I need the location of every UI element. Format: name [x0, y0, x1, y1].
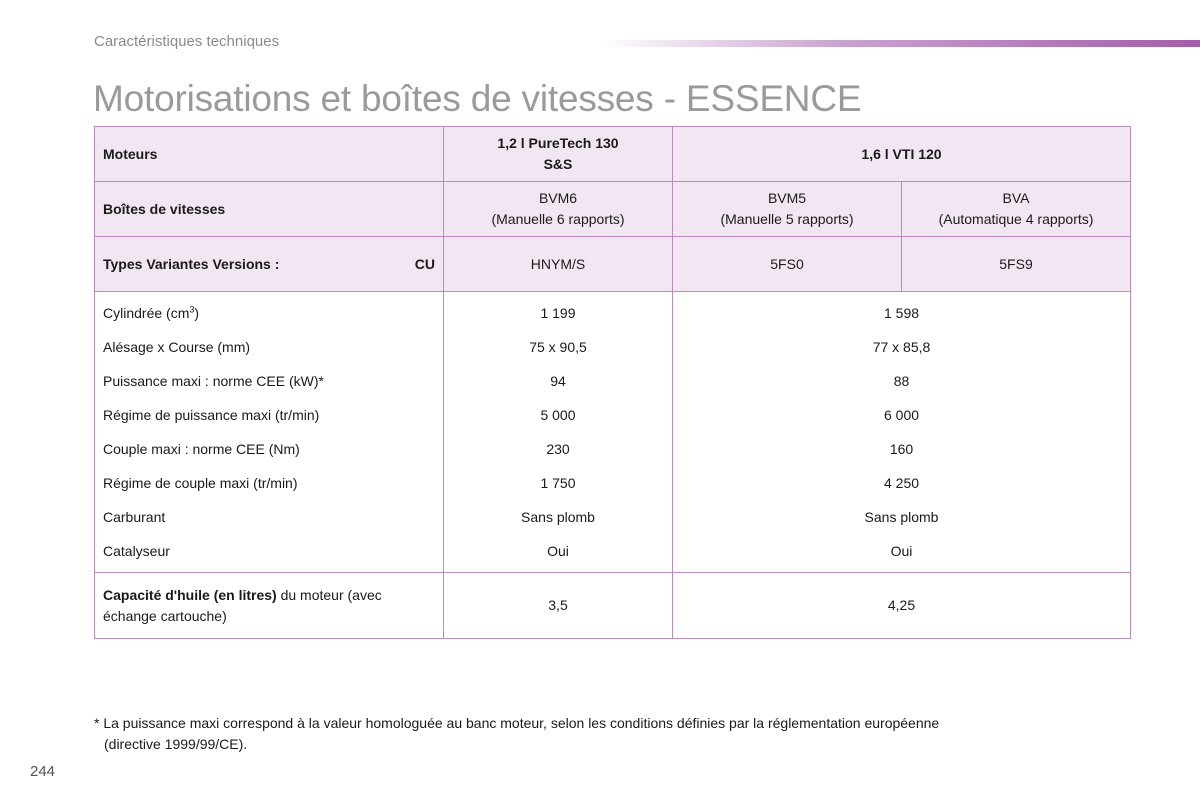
engine-1-variant: S&S	[543, 156, 573, 172]
types-row	[95, 237, 1131, 292]
table-row-displacement	[95, 292, 1131, 331]
type-1: HNYM/S	[444, 237, 673, 292]
oil-capacity-value-2: 4,25	[673, 573, 1131, 639]
row-value-2: 88	[673, 364, 1131, 398]
footnote-line-1: * La puissance maxi correspond à la valeur homologuée au banc moteur, selon les conditions définies par la réglementation européenne	[94, 715, 940, 731]
row-value-1: Sans plomb	[444, 500, 673, 534]
row-label: Couple maxi : norme CEE (Nm)	[95, 432, 444, 466]
row-value-2: 4 250	[673, 466, 1131, 500]
page-title: Motorisations et boîtes de vitesses - ESSENCE	[93, 78, 862, 119]
gearbox-3-code: BVA	[1002, 190, 1030, 206]
row-value-2: 160	[673, 432, 1131, 466]
row-label: Puissance maxi : norme CEE (kW)*	[95, 364, 444, 398]
running-head: Caractéristiques techniques	[94, 33, 280, 50]
displacement-value-2: 1 598	[673, 292, 1131, 331]
type-2: 5FS0	[673, 237, 902, 292]
row-label: Régime de puissance maxi (tr/min)	[95, 398, 444, 432]
row-label: Catalyseur	[95, 534, 444, 573]
table-row-oil-capacity	[95, 573, 1131, 639]
row-value-1: 230	[444, 432, 673, 466]
displacement-value-1: 1 199	[444, 292, 673, 331]
table-row	[95, 500, 1131, 534]
row-value-1: Oui	[444, 534, 673, 573]
oil-capacity-value-1: 3,5	[444, 573, 673, 639]
table-row	[95, 398, 1131, 432]
engines-row	[95, 127, 1131, 182]
table-row	[95, 432, 1131, 466]
types-label: Types Variantes Versions :	[103, 255, 280, 272]
displacement-label: Cylindrée $(cm^3)$	[95, 292, 444, 331]
gearbox-row	[95, 182, 1131, 237]
page-number: 244	[30, 763, 56, 780]
engine-1-header	[444, 127, 673, 182]
oil-capacity-label: Capacité d'huile (en litres) du moteur (avec échange cartouche)	[95, 573, 444, 639]
types-suffix: CU	[414, 255, 435, 272]
row-value-2: 6 000	[673, 398, 1131, 432]
gearbox-1-code: BVM6	[538, 190, 578, 206]
row-label: Régime de couple maxi (tr/min)	[95, 466, 444, 500]
types-label-cell	[95, 237, 444, 292]
gearbox-2-cell	[673, 182, 902, 237]
row-value-1: 5 000	[444, 398, 673, 432]
header-accent-bar	[600, 40, 1200, 47]
table-row	[95, 534, 1131, 573]
gearbox-label: Boîtes de vitesses	[95, 182, 444, 237]
engine-spec-table	[94, 126, 1131, 639]
gearbox-2-code: BVM5	[767, 190, 807, 206]
table-row	[95, 330, 1131, 364]
type-3: 5FS9	[902, 237, 1131, 292]
engines-label: Moteurs	[95, 127, 444, 182]
gearbox-2-desc: (Manuelle 5 rapports)	[720, 211, 854, 227]
row-value-2: 77 x 85,8	[673, 330, 1131, 364]
row-value-1: 1 750	[444, 466, 673, 500]
gearbox-3-cell	[902, 182, 1131, 237]
gearbox-3-desc: (Automatique 4 rapports)	[938, 211, 1094, 227]
row-value-2: Sans plomb	[673, 500, 1131, 534]
gearbox-1-desc: (Manuelle 6 rapports)	[491, 211, 625, 227]
footnote	[94, 713, 1094, 755]
footnote-line-2: (directive 1999/99/CE).	[104, 736, 248, 752]
engine-1-name: 1,2 l PureTech 130	[497, 135, 619, 151]
gearbox-1-cell	[444, 182, 673, 237]
engine-2-header: 1,6 l VTI 120	[673, 127, 1131, 182]
table-row	[95, 466, 1131, 500]
row-label: Carburant	[95, 500, 444, 534]
row-value-1: 94	[444, 364, 673, 398]
row-value-2: Oui	[673, 534, 1131, 573]
table-row	[95, 364, 1131, 398]
row-label: Alésage x Course (mm)	[95, 330, 444, 364]
row-value-1: 75 x 90,5	[444, 330, 673, 364]
